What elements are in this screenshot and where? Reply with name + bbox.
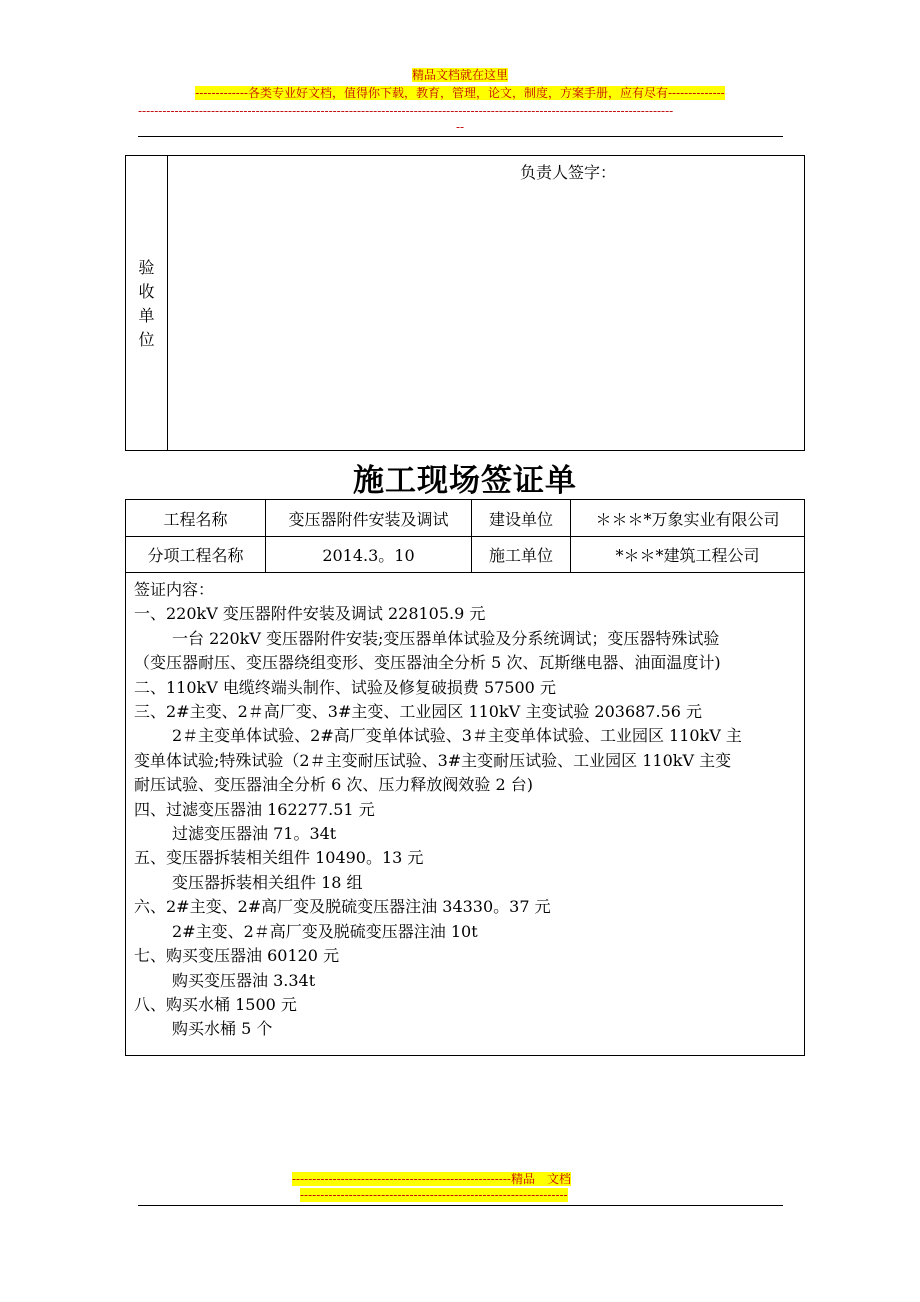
header-rule — [138, 136, 783, 137]
content-line: 购买水桶 5 个 — [172, 1019, 273, 1039]
contractor-value: *＊＊*建筑工程公司 — [615, 546, 760, 565]
project-name-label: 工程名称 — [163, 509, 228, 529]
content-line: 2#主变、2＃高厂变及脱硫变压器注油 10t — [172, 921, 478, 941]
footer-banner: ------------------------------------------------------精品 文档 — [292, 1172, 571, 1186]
client-value: ＊＊＊*万象实业有限公司 — [595, 509, 780, 529]
content-line: 一、220kV 变压器附件安装及调试 228105.9 元 — [134, 604, 486, 624]
content-line: 耐压试验、变压器油全分析 6 次、压力释放阀效验 2 台) — [134, 775, 533, 795]
header-dash-tail: -- — [455, 120, 465, 134]
acceptance-label-cell — [126, 156, 168, 450]
content-line: 二、110kV 电缆终端头制作、试验及修复破损费 57500 元 — [134, 677, 556, 697]
content-line: 七、购买变压器油 60120 元 — [134, 946, 340, 966]
content-line: 一台 220kV 变压器附件安装;变压器单体试验及分系统调试；变压器特殊试验 — [172, 628, 720, 648]
acceptance-label: 验 收 单 位 — [138, 258, 155, 349]
content-line: （变压器耐压、变压器绕组变形、变压器油全分析 5 次、瓦斯继电器、油面温度计) — [134, 653, 721, 673]
visa-content — [134, 578, 802, 1042]
signature-label: 负责人签字： — [520, 163, 617, 182]
document-title: 施工现场签证单 — [353, 463, 577, 499]
visa-table — [125, 499, 805, 1056]
acceptance-table — [125, 155, 805, 451]
client-label: 建设单位 — [488, 509, 553, 529]
content-line: 变压器拆装相关组件 18 组 — [172, 872, 363, 892]
content-line: 三、2#主变、2＃高厂变、3#主变、工业园区 110kV 主变试验 203687.56 元 — [134, 702, 703, 722]
content-line: 四、过滤变压器油 162277.51 元 — [134, 799, 375, 819]
footer-dash-line: ------------------------------------------------------------------ — [300, 1188, 568, 1202]
content-line: 过滤变压器油 71。34t — [172, 824, 337, 844]
header-banner-title: 精品文档就在这里 — [411, 68, 508, 82]
header-banner-slogan: -------------各类专业好文档，值得你下载，教育，管理，论文，制度，方案手册，应有尽有-------------- — [195, 86, 725, 100]
content-line: 五、变压器拆装相关组件 10490。13 元 — [134, 848, 424, 868]
subproject-value: 2014.3。10 — [322, 546, 415, 565]
project-name-value: 变压器附件安装及调试 — [288, 509, 449, 529]
contractor-label: 施工单位 — [488, 546, 553, 565]
content-line: 八、购买水桶 1500 元 — [134, 994, 297, 1014]
subproject-label: 分项工程名称 — [147, 546, 244, 565]
header-dash-line: ------------------------------------------------------------------------------------------------------------------------------------ — [138, 104, 674, 118]
content-line: 变单体试验;特殊试验（2＃主变耐压试验、3#主变耐压试验、工业园区 110kV 主变 — [134, 750, 732, 770]
content-line: 六、2#主变、2#高厂变及脱硫变压器注油 34330。37 元 — [134, 897, 551, 917]
footer-rule — [138, 1205, 783, 1206]
content-heading: 签证内容： — [134, 580, 215, 599]
content-line: 购买变压器油 3.34t — [172, 970, 316, 990]
content-line: 2＃主变单体试验、2#高厂变单体试验、3＃主变单体试验、工业园区 110kV 主 — [172, 726, 742, 746]
